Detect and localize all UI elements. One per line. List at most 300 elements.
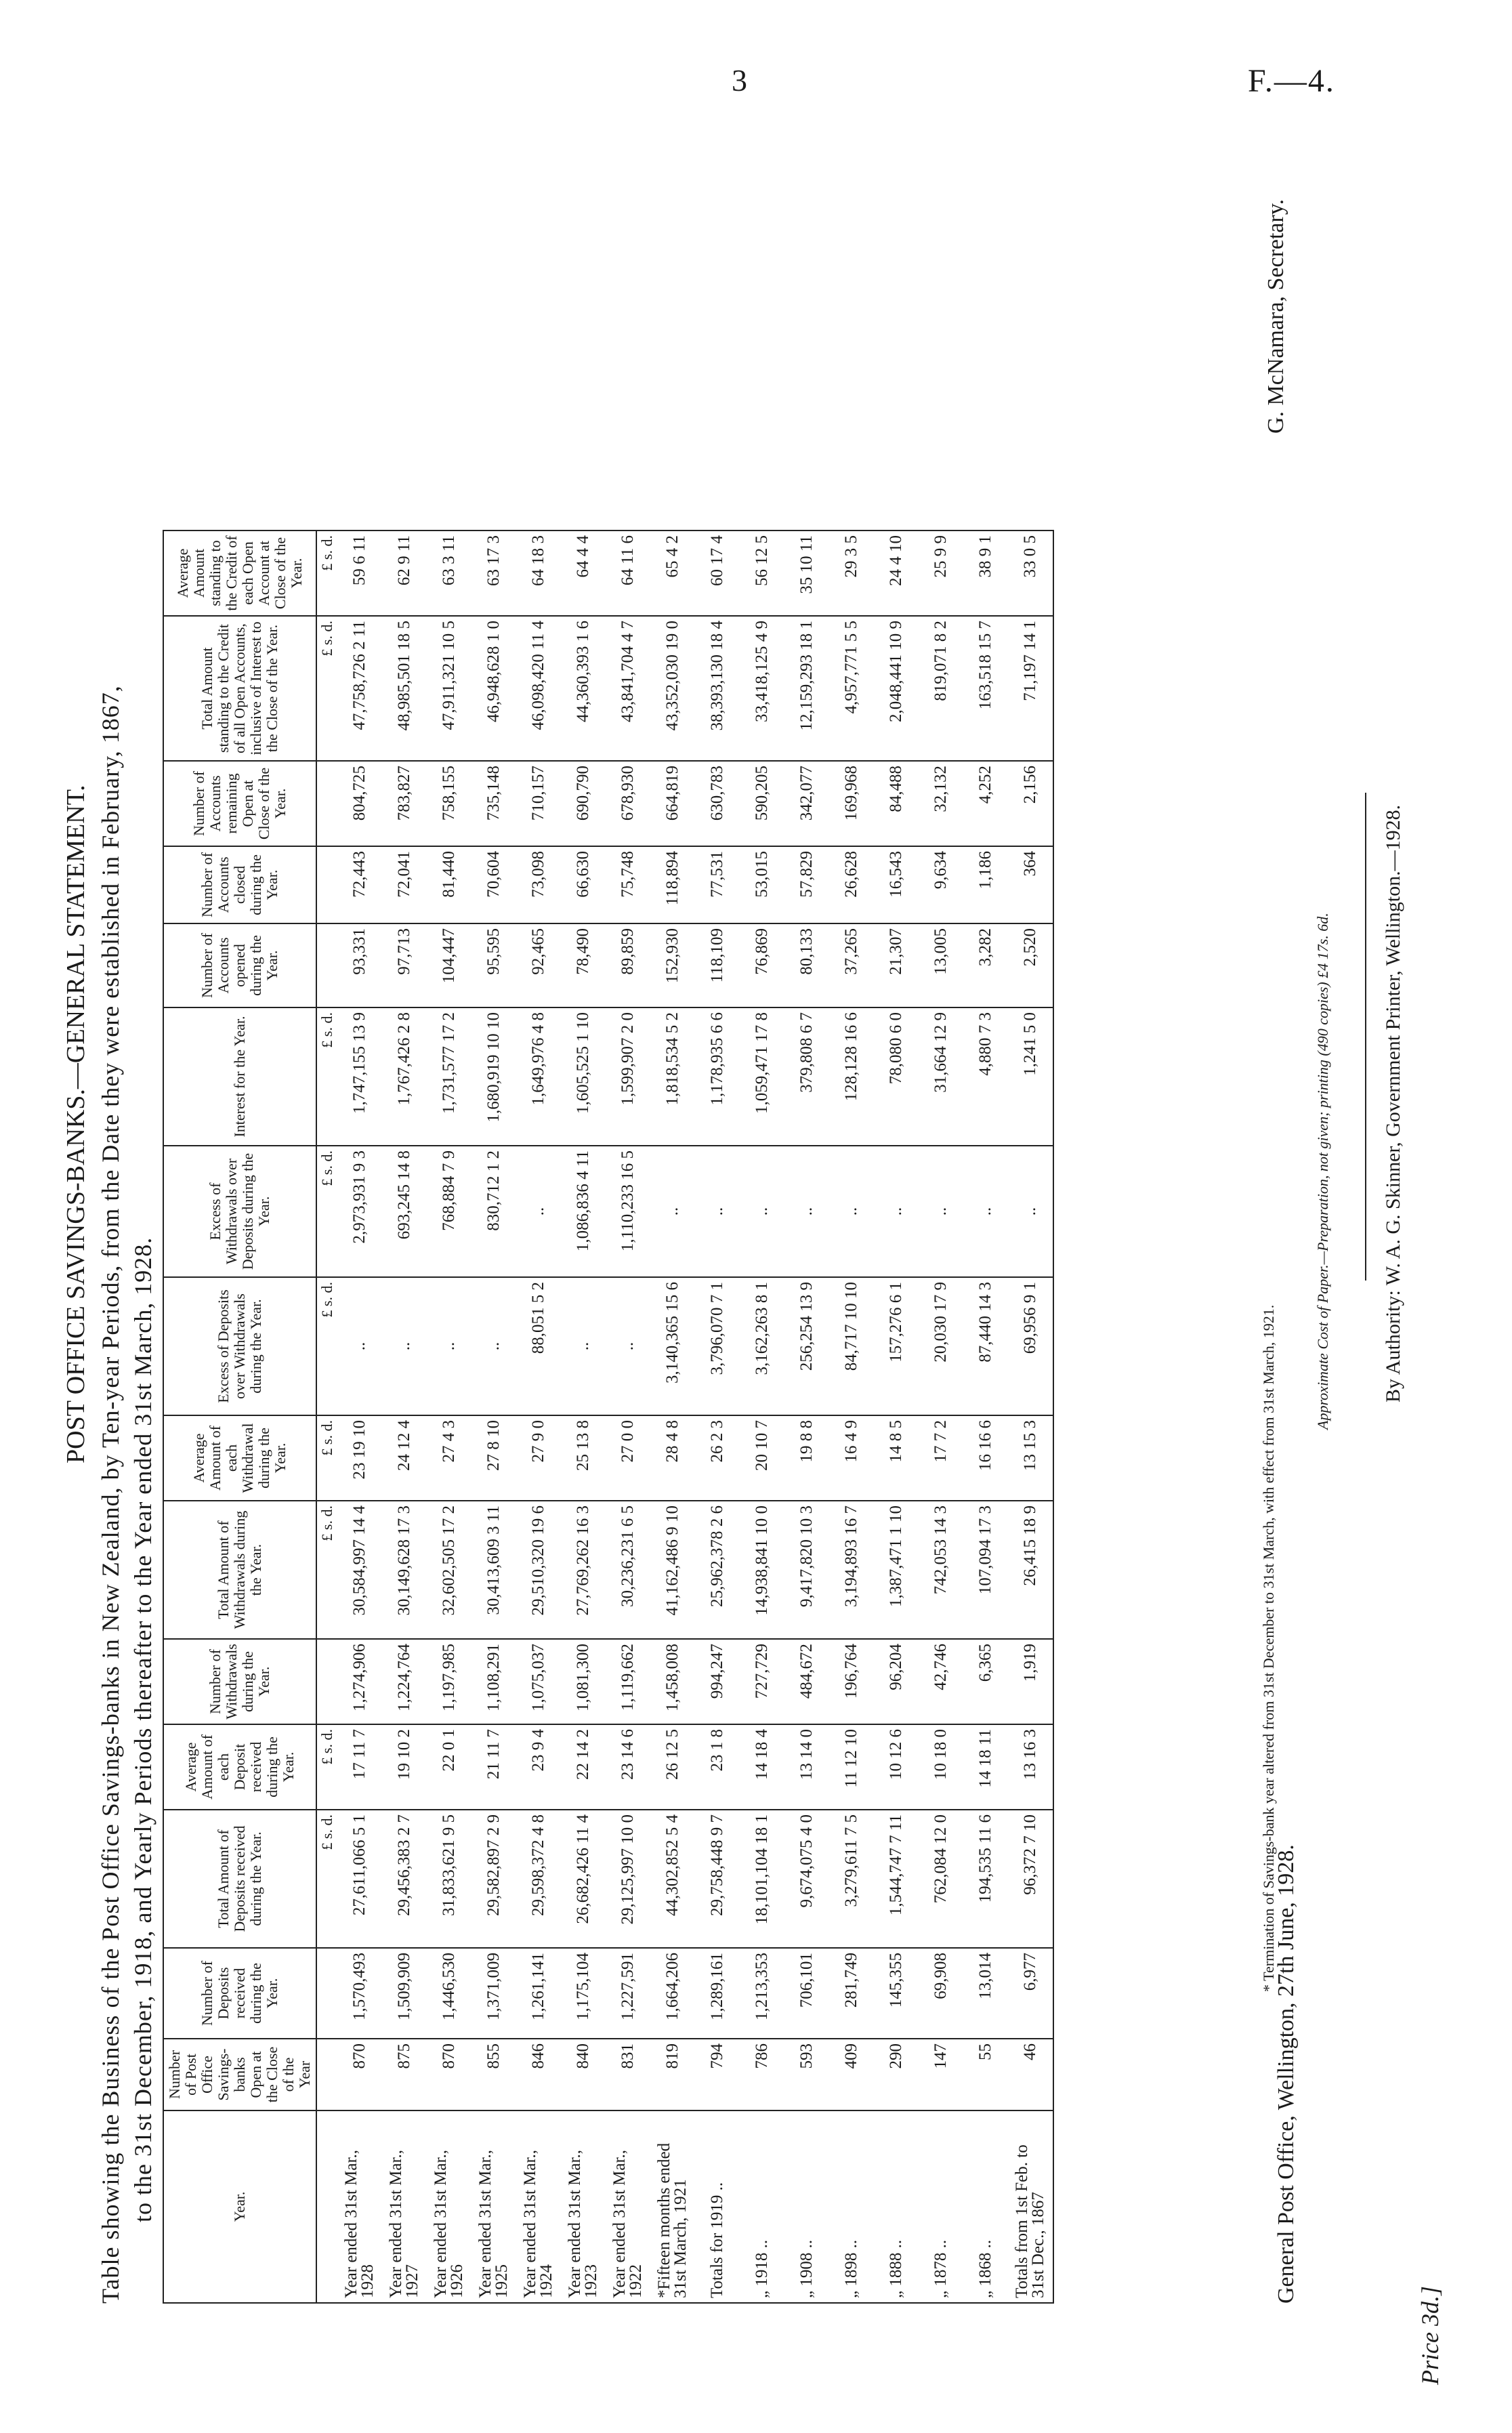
unit-cell: £ s. d. (316, 1415, 337, 1501)
data-cell: 31,664 12 9 (919, 1007, 963, 1146)
data-cell: 43,352,030 19 0 (650, 616, 695, 761)
data-cell: 87,440 14 3 (963, 1277, 1008, 1415)
unit-cell: £ s. d. (316, 1007, 337, 1146)
data-cell: 14,938,841 10 0 (740, 1501, 784, 1639)
rotated-document (61, 81, 1450, 2385)
table-row (963, 531, 1008, 2303)
column-header: Total Amount of Deposits received during the Year. (163, 1810, 316, 1948)
data-cell: 69,956 9 1 (1008, 1277, 1053, 1415)
data-cell: 742,053 14 3 (919, 1501, 963, 1639)
data-cell: 1,747,155 13 9 (337, 1007, 382, 1146)
table-row (650, 531, 695, 2303)
data-cell: 196,764 (829, 1639, 874, 1724)
column-header: Total Amount of Withdrawals during the Year. (163, 1501, 316, 1639)
column-header: Number of Post Office Savings-banks Open at the Close of the Year (163, 2039, 316, 2110)
year-cell: „ 1878 .. (919, 2110, 963, 2303)
data-cell: 630,783 (695, 761, 740, 846)
data-cell: 17 7 2 (919, 1415, 963, 1501)
data-cell: 71,197 14 1 (1008, 616, 1053, 761)
unit-cell: £ s. d. (316, 1724, 337, 1810)
unit-cell: £ s. d. (316, 1146, 337, 1277)
data-cell: 26 12 5 (650, 1724, 695, 1810)
data-cell: 693,245 14 8 (382, 1146, 427, 1277)
data-cell: 38 9 1 (963, 531, 1008, 616)
sub-heading-line2: to the 31st December, 1918, and Yearly Periods thereafter to the Year ended 31st March, 1928. (129, 1236, 156, 2222)
data-cell: 24 4 10 (874, 531, 919, 616)
year-cell: Year ended 31st Mar., 1927 (382, 2110, 427, 2303)
data-cell: 55 (963, 2039, 1008, 2110)
data-cell: 69,908 (919, 1948, 963, 2039)
year-cell: Year ended 31st Mar., 1925 (471, 2110, 516, 2303)
data-cell: 1,649,976 4 8 (516, 1007, 561, 1146)
data-cell: 23 9 4 (516, 1724, 561, 1810)
data-cell: 11 12 10 (829, 1724, 874, 1810)
data-cell: 1,371,009 (471, 1948, 516, 2039)
data-cell: 14 18 11 (963, 1724, 1008, 1810)
data-cell: 56 12 5 (740, 531, 784, 616)
data-cell: 21 11 7 (471, 1724, 516, 1810)
table-row (695, 531, 740, 2303)
data-cell: 2,520 (1008, 923, 1053, 1007)
approximate-cost: Approximate Cost of Paper.—Preparation, not given; printing (490 copies) £4 17s. 6d. (1314, 913, 1331, 1430)
unit-cell: £ s. d. (316, 1501, 337, 1639)
table-row (382, 531, 427, 2303)
data-cell: 70,604 (471, 846, 516, 923)
data-cell: 26 2 3 (695, 1415, 740, 1501)
table-row (1008, 531, 1053, 2303)
year-cell: Totals for 1919 .. (695, 2110, 740, 2303)
table-row (740, 531, 784, 2303)
table-row (471, 531, 516, 2303)
table-row (427, 531, 471, 2303)
data-cell: 727,729 (740, 1639, 784, 1724)
data-cell: .. (919, 1146, 963, 1277)
year-cell: Year ended 31st Mar., 1923 (561, 2110, 606, 2303)
data-cell: .. (471, 1277, 516, 1415)
year-cell: „ 1888 .. (874, 2110, 919, 2303)
data-cell: 3,796,070 7 1 (695, 1277, 740, 1415)
data-cell: 593 (784, 2039, 829, 2110)
data-cell: .. (829, 1146, 874, 1277)
data-cell: 19 8 8 (784, 1415, 829, 1501)
data-cell: 2,973,931 9 3 (337, 1146, 382, 1277)
data-cell: 147 (919, 2039, 963, 2110)
column-header: Average Amount of each Withdrawal during the Year. (163, 1415, 316, 1501)
unit-cell: £ s. d. (316, 616, 337, 761)
data-cell: 23 19 10 (337, 1415, 382, 1501)
data-cell: 870 (427, 2039, 471, 2110)
unit-cell (316, 1639, 337, 1724)
unit-cell (316, 2039, 337, 2110)
data-cell: 1,086,836 4 11 (561, 1146, 606, 1277)
data-cell: .. (740, 1146, 784, 1277)
data-cell: 169,968 (829, 761, 874, 846)
data-cell: 30,236,231 6 5 (606, 1501, 650, 1639)
data-cell: 994,247 (695, 1639, 740, 1724)
data-cell: 62 9 11 (382, 531, 427, 616)
data-cell: 37,265 (829, 923, 874, 1007)
data-cell: .. (382, 1277, 427, 1415)
data-cell: 1,261,141 (516, 1948, 561, 2039)
data-cell: 29,456,383 2 7 (382, 1810, 427, 1948)
data-cell: .. (606, 1277, 650, 1415)
data-cell: 664,819 (650, 761, 695, 846)
data-cell: 1,599,907 2 0 (606, 1007, 650, 1146)
data-cell: 4,957,771 5 5 (829, 616, 874, 761)
data-cell: 1,446,530 (427, 1948, 471, 2039)
data-cell: 128,128 16 6 (829, 1007, 874, 1146)
table-row (606, 531, 650, 2303)
data-cell: .. (874, 1146, 919, 1277)
divider (1365, 793, 1366, 1281)
data-cell: 23 1 8 (695, 1724, 740, 1810)
data-cell: 30,149,628 17 3 (382, 1501, 427, 1639)
data-cell: 706,101 (784, 1948, 829, 2039)
authority-line: By Authority: W. A. G. Skinner, Government Printer, Wellington.—1928. (1382, 804, 1404, 1402)
column-header: Excess of Withdrawals over Deposits during the Year. (163, 1146, 316, 1277)
data-cell: 290 (874, 2039, 919, 2110)
data-cell: 379,808 6 7 (784, 1007, 829, 1146)
table-row (337, 531, 382, 2303)
data-cell: 690,790 (561, 761, 606, 846)
year-cell: „ 1918 .. (740, 2110, 784, 2303)
secretary-signature: G. McNamara, Secretary. (1263, 199, 1288, 434)
unit-cell: £ s. d. (316, 531, 337, 616)
table-body (316, 531, 1053, 2303)
data-cell: 33 0 5 (1008, 531, 1053, 616)
data-cell: 19 10 2 (382, 1724, 427, 1810)
data-cell: 53,015 (740, 846, 784, 923)
data-cell: 819 (650, 2039, 695, 2110)
data-cell: 63 17 3 (471, 531, 516, 616)
data-cell: 163,518 15 7 (963, 616, 1008, 761)
data-cell: 46,948,628 1 0 (471, 616, 516, 761)
data-cell: 57,829 (784, 846, 829, 923)
data-cell: 13 16 3 (1008, 1724, 1053, 1810)
data-cell: 1,274,906 (337, 1639, 382, 1724)
data-cell: 1,186 (963, 846, 1008, 923)
data-cell: 1,227,591 (606, 1948, 650, 2039)
data-cell: 1,289,161 (695, 1948, 740, 2039)
data-cell: 783,827 (382, 761, 427, 846)
data-cell: 31,833,621 9 5 (427, 1810, 471, 1948)
data-cell: 10 12 6 (874, 1724, 919, 1810)
data-cell: 2,156 (1008, 761, 1053, 846)
column-header: Interest for the Year. (163, 1007, 316, 1146)
data-cell: 1,081,300 (561, 1639, 606, 1724)
data-cell: 76,869 (740, 923, 784, 1007)
data-cell: 342,077 (784, 761, 829, 846)
data-cell: 27,611,066 5 1 (337, 1810, 382, 1948)
data-cell: 48,985,501 18 5 (382, 616, 427, 761)
unit-cell (316, 1948, 337, 2039)
data-cell: 735,148 (471, 761, 516, 846)
table-row (784, 531, 829, 2303)
data-cell: 831 (606, 2039, 650, 2110)
column-header: Number of Accounts closed during the Year. (163, 846, 316, 923)
data-cell: 25,962,378 2 6 (695, 1501, 740, 1639)
data-cell: 1,075,037 (516, 1639, 561, 1724)
data-cell: 157,276 6 1 (874, 1277, 919, 1415)
year-cell: Year ended 31st Mar., 1922 (606, 2110, 650, 2303)
page-number: 3 (732, 63, 747, 98)
data-cell: 855 (471, 2039, 516, 2110)
data-cell: 13,005 (919, 923, 963, 1007)
data-cell: 830,712 1 2 (471, 1146, 516, 1277)
data-cell: 18,101,104 18 1 (740, 1810, 784, 1948)
data-cell: 364 (1008, 846, 1053, 923)
data-cell: 3,140,365 15 6 (650, 1277, 695, 1415)
data-cell: 43,841,704 4 7 (606, 616, 650, 761)
data-cell: 484,672 (784, 1639, 829, 1724)
data-cell: 758,155 (427, 761, 471, 846)
data-cell: 3,194,893 16 7 (829, 1501, 874, 1639)
data-cell: 9,674,075 4 0 (784, 1810, 829, 1948)
data-cell: 25 13 8 (561, 1415, 606, 1501)
data-cell: 29,582,897 2 9 (471, 1810, 516, 1948)
data-cell: 1,387,471 1 10 (874, 1501, 919, 1639)
data-cell: 64 4 4 (561, 531, 606, 616)
year-cell: Year ended 31st Mar., 1928 (337, 2110, 382, 2303)
unit-cell (316, 2110, 337, 2303)
data-cell: 46,098,420 11 4 (516, 616, 561, 761)
data-cell: 64 18 3 (516, 531, 561, 616)
data-cell: 16,543 (874, 846, 919, 923)
price: Price 3d.] (1416, 2286, 1444, 2385)
data-cell: 89,859 (606, 923, 650, 1007)
data-cell: 4,252 (963, 761, 1008, 846)
sub-heading-line1: Table showing the Business of the Post Office Savings-banks in New Zealand, by Ten-year Periods, from the Date they were established in February, 1867, (97, 685, 124, 2304)
data-cell: 590,205 (740, 761, 784, 846)
data-cell: 32,132 (919, 761, 963, 846)
column-header: Number of Accounts opened during the Year. (163, 923, 316, 1007)
data-cell: 41,162,486 9 10 (650, 1501, 695, 1639)
data-cell: 152,930 (650, 923, 695, 1007)
data-cell: 35 10 11 (784, 531, 829, 616)
data-cell: 80,133 (784, 923, 829, 1007)
data-cell: 118,894 (650, 846, 695, 923)
data-cell: .. (561, 1277, 606, 1415)
column-header: Number of Accounts remaining Open at Close of the Year. (163, 761, 316, 846)
data-cell: 14 18 4 (740, 1724, 784, 1810)
year-cell: „ 1908 .. (784, 2110, 829, 2303)
data-cell: 2,048,441 10 9 (874, 616, 919, 761)
data-cell: 1,178,935 6 6 (695, 1007, 740, 1146)
data-cell: 21,307 (874, 923, 919, 1007)
column-header: Average Amount of each Deposit received during the Year. (163, 1724, 316, 1810)
data-cell: 81,440 (427, 846, 471, 923)
data-cell: 22 0 1 (427, 1724, 471, 1810)
data-cell: 846 (516, 2039, 561, 2110)
data-cell: 72,041 (382, 846, 427, 923)
data-cell: 1,458,008 (650, 1639, 695, 1724)
data-cell: 1,059,471 17 8 (740, 1007, 784, 1146)
data-cell: 96,372 7 10 (1008, 1810, 1053, 1948)
data-cell: 12,159,293 18 1 (784, 616, 829, 761)
data-cell: 27 9 0 (516, 1415, 561, 1501)
data-cell: 30,413,609 3 11 (471, 1501, 516, 1639)
data-cell: 27 0 0 (606, 1415, 650, 1501)
unit-cell: £ s. d. (316, 1810, 337, 1948)
data-cell: 75,748 (606, 846, 650, 923)
data-cell: 1,224,764 (382, 1639, 427, 1724)
data-cell: 1,108,291 (471, 1639, 516, 1724)
data-cell: 13 15 3 (1008, 1415, 1053, 1501)
data-cell: 104,447 (427, 923, 471, 1007)
data-cell: 1,570,493 (337, 1948, 382, 2039)
data-cell: 77,531 (695, 846, 740, 923)
data-cell: 804,725 (337, 761, 382, 846)
data-cell: .. (784, 1146, 829, 1277)
data-cell: 46 (1008, 2039, 1053, 2110)
page-code: F.—4. (1248, 63, 1335, 99)
data-cell: 9,417,820 10 3 (784, 1501, 829, 1639)
data-cell: 63 3 11 (427, 531, 471, 616)
data-cell: 60 17 4 (695, 531, 740, 616)
data-cell: 1,919 (1008, 1639, 1053, 1724)
data-cell: 13,014 (963, 1948, 1008, 2039)
year-cell: Year ended 31st Mar., 1926 (427, 2110, 471, 2303)
data-cell: .. (1008, 1146, 1053, 1277)
data-cell: 97,713 (382, 923, 427, 1007)
data-cell: 33,418,125 4 9 (740, 616, 784, 761)
data-cell: .. (695, 1146, 740, 1277)
year-cell: „ 1868 .. (963, 2110, 1008, 2303)
data-cell: 26,628 (829, 846, 874, 923)
unit-cell (316, 846, 337, 923)
data-cell: 84,717 10 10 (829, 1277, 874, 1415)
data-cell: .. (963, 1146, 1008, 1277)
data-cell: 107,094 17 3 (963, 1501, 1008, 1639)
data-cell: 73,098 (516, 846, 561, 923)
year-cell: Year ended 31st Mar., 1924 (516, 2110, 561, 2303)
year-cell: „ 1898 .. (829, 2110, 874, 2303)
data-cell: 1,664,206 (650, 1948, 695, 2039)
statistics-table (163, 530, 1054, 2304)
data-cell: 1,213,353 (740, 1948, 784, 2039)
data-cell: 6,977 (1008, 1948, 1053, 2039)
data-cell: 3,279,611 7 5 (829, 1810, 874, 1948)
column-header: Number of Deposits received during the Year. (163, 1948, 316, 2039)
data-cell: 72,443 (337, 846, 382, 923)
data-cell: 29 3 5 (829, 531, 874, 616)
table-row (516, 531, 561, 2303)
main-heading: POST OFFICE SAVINGS-BANKS.—GENERAL STATEMENT. (62, 785, 90, 1463)
data-cell: 23 14 6 (606, 1724, 650, 1810)
data-cell: 786 (740, 2039, 784, 2110)
data-cell: 819,071 8 2 (919, 616, 963, 761)
data-cell: 28 4 8 (650, 1415, 695, 1501)
data-cell: 1,110,233 16 5 (606, 1146, 650, 1277)
data-cell: .. (650, 1146, 695, 1277)
data-cell: 20 10 7 (740, 1415, 784, 1501)
units-row (316, 531, 337, 2303)
data-cell: 118,109 (695, 923, 740, 1007)
column-header: Excess of Deposits over Withdrawals during the Year. (163, 1277, 316, 1415)
data-cell: 27 4 3 (427, 1415, 471, 1501)
data-cell: 1,818,534 5 2 (650, 1007, 695, 1146)
data-cell: 93,331 (337, 923, 382, 1007)
data-cell: 1,680,919 10 10 (471, 1007, 516, 1146)
data-cell: 1,509,909 (382, 1948, 427, 2039)
year-cell: Totals from 1st Feb. to 31st Dec., 1867 (1008, 2110, 1053, 2303)
data-cell: 9,634 (919, 846, 963, 923)
data-cell: 1,767,426 2 8 (382, 1007, 427, 1146)
data-cell: 1,544,747 7 11 (874, 1810, 919, 1948)
data-cell: 47,911,321 10 5 (427, 616, 471, 761)
data-cell: 16 4 9 (829, 1415, 874, 1501)
unit-cell: £ s. d. (316, 1277, 337, 1415)
data-cell: .. (427, 1277, 471, 1415)
data-cell: 194,535 11 6 (963, 1810, 1008, 1948)
data-cell: 3,282 (963, 923, 1008, 1007)
unit-cell (316, 761, 337, 846)
data-cell: 1,197,985 (427, 1639, 471, 1724)
data-cell: 29,758,448 9 7 (695, 1810, 740, 1948)
data-cell: 96,204 (874, 1639, 919, 1724)
data-cell: 78,490 (561, 923, 606, 1007)
data-cell: 1,731,577 17 2 (427, 1007, 471, 1146)
data-cell: 44,302,852 5 4 (650, 1810, 695, 1948)
data-cell: .. (516, 1146, 561, 1277)
data-cell: 42,746 (919, 1639, 963, 1724)
data-cell: 409 (829, 2039, 874, 2110)
table-row (561, 531, 606, 2303)
data-cell: 84,488 (874, 761, 919, 846)
data-cell: 875 (382, 2039, 427, 2110)
data-cell: 1,119,662 (606, 1639, 650, 1724)
column-header: Total Amount standing to the Credit of all Open Accounts, inclusive of Interest to the Close of the Year. (163, 616, 316, 761)
column-header: Year. (163, 2110, 316, 2303)
data-cell: 20,030 17 9 (919, 1277, 963, 1415)
data-cell: 4,880 7 3 (963, 1007, 1008, 1146)
data-cell: 32,602,505 17 2 (427, 1501, 471, 1639)
data-cell: 762,084 12 0 (919, 1810, 963, 1948)
year-cell: *Fifteen months ended 31st March, 1921 (650, 2110, 695, 2303)
table-row (829, 531, 874, 2303)
data-cell: 95,595 (471, 923, 516, 1007)
table-row (874, 531, 919, 2303)
data-cell: 44,360,393 1 6 (561, 616, 606, 761)
data-cell: 66,630 (561, 846, 606, 923)
data-cell: 38,393,130 18 4 (695, 616, 740, 761)
data-cell: 145,355 (874, 1948, 919, 2039)
table-row (919, 531, 963, 2303)
data-cell: 13 14 0 (784, 1724, 829, 1810)
data-cell: 1,175,104 (561, 1948, 606, 2039)
column-header: Number of Withdrawals during the Year. (163, 1639, 316, 1724)
data-cell: 281,749 (829, 1948, 874, 2039)
header-row (163, 531, 316, 2303)
data-cell: 29,125,997 10 0 (606, 1810, 650, 1948)
data-cell: 870 (337, 2039, 382, 2110)
data-cell: 26,415 18 9 (1008, 1501, 1053, 1639)
column-header: Average Amount standing to the Credit of each Open Account at Close of the Year. (163, 531, 316, 616)
footnote: * Termination of Savings-bank year altered from 31st December to 31st March, with effect from 31st March, 1921. (1260, 1304, 1277, 1992)
data-cell: 78,080 6 0 (874, 1007, 919, 1146)
data-cell: 768,884 7 9 (427, 1146, 471, 1277)
data-cell: 6,365 (963, 1639, 1008, 1724)
data-cell: 3,162,263 8 1 (740, 1277, 784, 1415)
data-cell: 22 14 2 (561, 1724, 606, 1810)
data-cell: 25 9 9 (919, 531, 963, 616)
data-cell: 710,157 (516, 761, 561, 846)
data-cell: 30,584,997 14 4 (337, 1501, 382, 1639)
data-cell: 59 6 11 (337, 531, 382, 616)
data-cell: 678,930 (606, 761, 650, 846)
office-date: General Post Office, Wellington, 27th June, 1928. (1274, 1844, 1299, 2304)
data-cell: 64 11 6 (606, 531, 650, 616)
